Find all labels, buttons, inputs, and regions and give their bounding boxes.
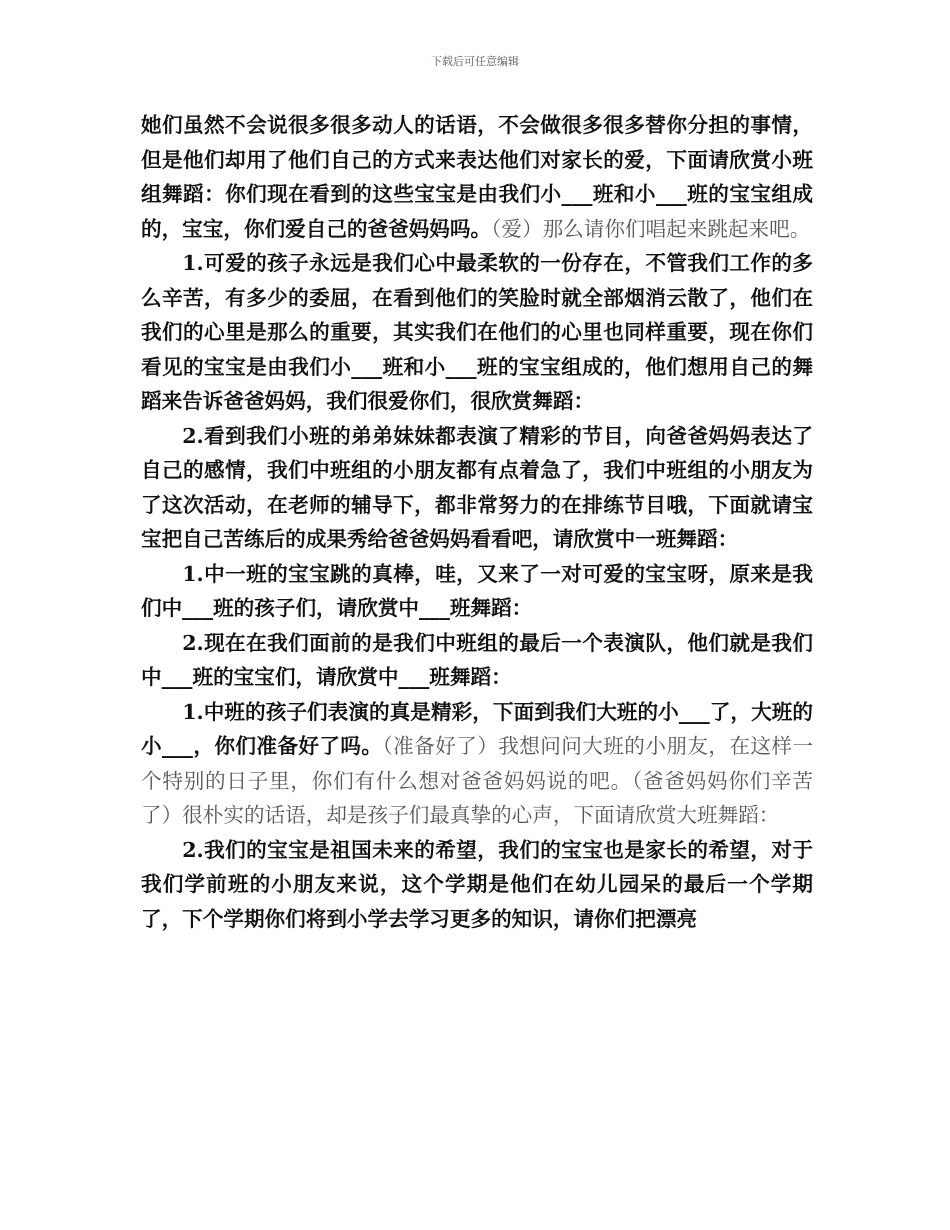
paragraph-aside-text: （准备好了）我想问问大班的小朋友，在这样一个特别的日子里，你们有什么想对爸爸妈妈说的吧。（爸爸妈妈你们辛苦了）很朴实的话语，却是孩子们最真挚的心声，下面请欣赏大班舞蹈： — [141, 734, 814, 827]
paragraph-main-text: 1.中班的孩子们表演的真是精彩，下面到我们大班的小___了，大班的小___，你们准备好了吗。 — [141, 699, 813, 758]
document-body — [141, 108, 813, 936]
paragraph-item — [141, 626, 813, 695]
paragraph-aside-text: （爱）那么请你们唱起来跳起来吧。 — [491, 216, 811, 241]
paragraph-main-text: 2.现在在我们面前的是我们中班组的最后一个表演队，他们就是我们中___班的宝宝们，请欣赏中___班舞蹈： — [141, 630, 813, 689]
paragraph-item — [141, 695, 813, 833]
paragraph-main-text: 1.可爱的孩子永远是我们心中最柔软的一份存在，不管我们工作的多么辛苦，有多少的委屈，在看到他们的笑脸时就全部烟消云散了，他们在我们的心里是那么的重要，其实我们在他们的心里也同样重要，现在你们看见的宝宝是由我们小___班和小___班的宝宝组成的，他们想用自己的舞蹈来告诉爸爸妈妈，我们很爱你们，很欣赏舞蹈： — [141, 251, 813, 413]
paragraph-main-text: 2.看到我们小班的弟弟妹妹都表演了精彩的节目，向爸爸妈妈表达了自己的感情，我们中班组的小朋友都有点着急了，我们中班组的小朋友为了这次活动，在老师的辅导下，都非常努力的在排练节目哦，下面就请宝宝把自己苦练后的成果秀给爸爸妈妈看看吧，请欣赏中一班舞蹈： — [141, 423, 813, 551]
paragraph-item — [141, 833, 813, 937]
paragraph-item — [141, 419, 813, 557]
paragraph-main-text: 她们虽然不会说很多很多动人的话语，不会做很多很多替你分担的事情，但是他们却用了他们自己的方式来表达他们对家长的爱，下面请欣赏小班组舞蹈：你们现在看到的这些宝宝是由我们小___班和小___班的宝宝组成的，宝宝，你们爱自己的爸爸妈妈吗。 — [141, 113, 813, 241]
paragraph-item — [141, 557, 813, 626]
paragraph-main-text: 2.我们的宝宝是祖国未来的希望，我们的宝宝也是家长的希望，对于我们学前班的小朋友来说，这个学期是他们在幼儿园呆的最后一个学期了，下个学期你们将到小学去学习更多的知识，请你们把漂亮 — [141, 837, 813, 931]
paragraph-intro — [141, 108, 813, 246]
page-header: 下载后可任意编辑 — [431, 55, 519, 68]
paragraph-main-text: 1.中一班的宝宝跳的真棒，哇，又来了一对可爱的宝宝呀，原来是我们中___班的孩子们，请欣赏中___班舞蹈： — [141, 561, 813, 620]
paragraph-item — [141, 246, 813, 419]
